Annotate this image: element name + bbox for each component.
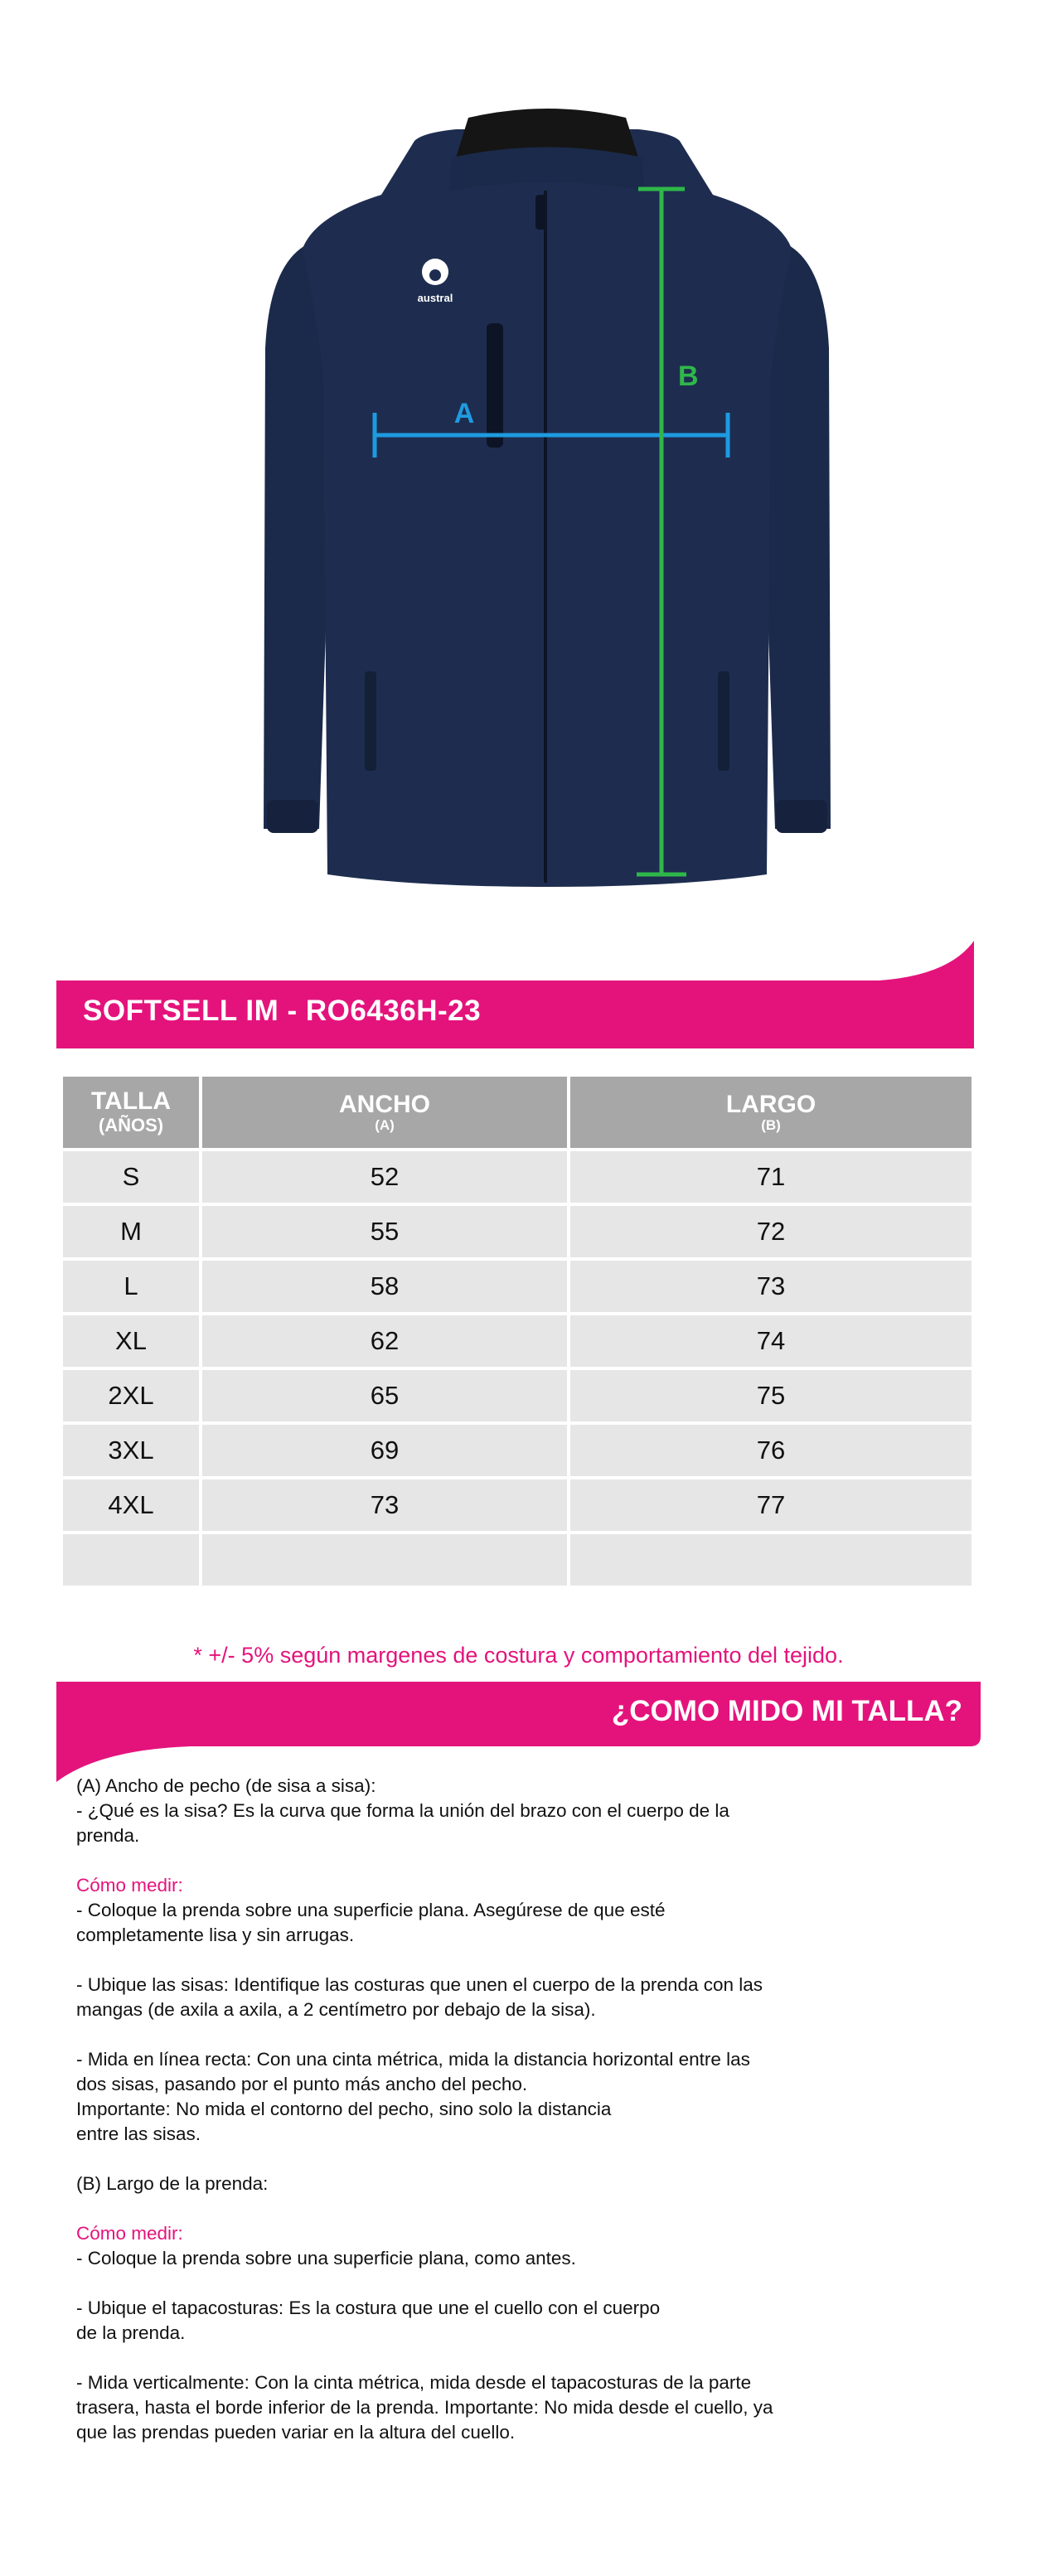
cell-largo: 73 (570, 1261, 972, 1312)
instruction-paragraph (76, 2221, 781, 2271)
cell-ancho: 52 (202, 1151, 567, 1203)
label-a: A (453, 398, 475, 429)
cell-largo: 75 (570, 1370, 972, 1421)
instruction-text: - Mida verticalmente: Con la cinta métrica, mida desde el tapacosturas de la parte trasera, hasta el borde inferior de la prenda. Importante: No mida desde el cuello, ya que las prendas pueden variar en la altura del cuello. (76, 2372, 773, 2443)
header-largo-label: LARGO (725, 1091, 817, 1118)
cell-size: L (63, 1261, 199, 1312)
cell-largo (570, 1534, 972, 1586)
logo-text: austral (417, 292, 453, 304)
instruction-text: - Coloque la prenda sobre una superficie plana. Asegúrese de que esté completamente lisa y sin arrugas. (76, 1900, 666, 1945)
cell-ancho (202, 1534, 567, 1586)
header-talla (63, 1077, 199, 1148)
header-ancho-sub: (A) (375, 1117, 395, 1133)
jacket-diagram (249, 99, 846, 895)
table-header-row (63, 1077, 972, 1148)
instruction-paragraph (76, 2047, 781, 2147)
cell-largo: 77 (570, 1479, 972, 1531)
instruction-paragraph (76, 1873, 781, 1948)
cell-ancho: 55 (202, 1206, 567, 1257)
cell-largo: 71 (570, 1151, 972, 1203)
cell-size: 4XL (63, 1479, 199, 1531)
table-row (63, 1151, 972, 1203)
cell-size: 2XL (63, 1370, 199, 1421)
cell-ancho: 73 (202, 1479, 567, 1531)
table-row (63, 1479, 972, 1531)
instruction-paragraph (76, 1774, 781, 1848)
measuring-instructions (76, 1774, 781, 2470)
table-row (63, 1425, 972, 1476)
cell-size: M (63, 1206, 199, 1257)
header-ancho (202, 1077, 567, 1148)
cell-ancho: 69 (202, 1425, 567, 1476)
header-talla-label: TALLA (90, 1087, 172, 1115)
cell-ancho: 65 (202, 1370, 567, 1421)
instruction-paragraph (76, 1973, 781, 2022)
table-row (63, 1370, 972, 1421)
tolerance-note: * +/- 5% según margenes de costura y comportamiento del tejido. (193, 1643, 844, 1668)
cell-size: XL (63, 1315, 199, 1367)
header-largo (570, 1077, 972, 1148)
instruction-paragraph (76, 2370, 781, 2445)
cell-size: 3XL (63, 1425, 199, 1476)
instruction-text: - Mida en línea recta: Con una cinta métrica, mida la distancia horizontal entre las dos sisas, pasando por el punto más ancho del pecho. Importante: No mida el contorno del pecho, sino solo la distancia entre las sisas. (76, 2049, 750, 2144)
table-row (63, 1315, 972, 1367)
instruction-text: - Coloque la prenda sobre una superficie plana, como antes. (76, 2248, 576, 2269)
header-talla-sub: (AÑOS) (98, 1115, 164, 1135)
size-table (60, 1073, 975, 1589)
product-title: SOFTSELL IM - RO6436H-23 (83, 995, 482, 1027)
header-largo-sub: (B) (761, 1117, 781, 1133)
cell-size (63, 1534, 199, 1586)
how-to-measure-title: ¿COMO MIDO MI TALLA? (611, 1695, 962, 1727)
table-row (63, 1534, 972, 1586)
how-to-label: Cómo medir: (76, 2223, 183, 2244)
cell-ancho: 58 (202, 1261, 567, 1312)
instruction-paragraph (76, 2296, 781, 2346)
label-b: B (678, 361, 699, 392)
how-to-label: Cómo medir: (76, 1875, 183, 1896)
instruction-text: (A) Ancho de pecho (de sisa a sisa): - ¿Qué es la sisa? Es la curva que forma la unión del brazo con el cuerpo de la prenda. (76, 1775, 729, 1846)
table-row (63, 1206, 972, 1257)
cell-ancho: 62 (202, 1315, 567, 1367)
instruction-text: (B) Largo de la prenda: (76, 2173, 269, 2194)
cell-largo: 72 (570, 1206, 972, 1257)
cell-largo: 74 (570, 1315, 972, 1367)
header-ancho-label: ANCHO (339, 1091, 430, 1118)
cell-largo: 76 (570, 1425, 972, 1476)
cell-size: S (63, 1151, 199, 1203)
instruction-paragraph (76, 2172, 781, 2196)
table-row (63, 1261, 972, 1312)
instruction-text: - Ubique el tapacosturas: Es la costura que une el cuello con el cuerpo de la prenda. (76, 2298, 661, 2343)
instruction-text: - Ubique las sisas: Identifique las costuras que unen el cuerpo de la prenda con las mangas (de axila a axila, a 2 centímetro por debajo de la sisa). (76, 1974, 763, 2020)
